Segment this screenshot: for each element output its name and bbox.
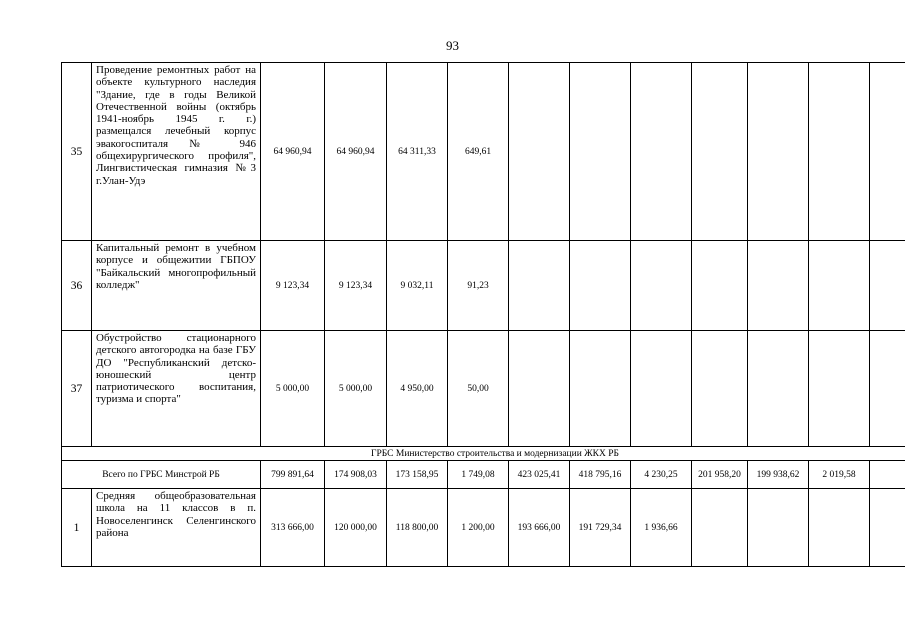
value-cell: 193 666,00 — [509, 489, 570, 567]
value-cell — [809, 241, 870, 331]
value-cell: 64 311,33 — [387, 63, 448, 241]
value-cell — [509, 63, 570, 241]
total-value: 199 938,62 — [748, 461, 809, 489]
total-value: 799 891,64 — [261, 461, 325, 489]
value-cell — [570, 63, 631, 241]
value-cell — [509, 241, 570, 331]
total-value: 174 908,03 — [325, 461, 387, 489]
value-cell — [570, 331, 631, 447]
row-number: 35 — [62, 63, 92, 241]
value-cell — [692, 63, 748, 241]
value-cell — [809, 331, 870, 447]
value-cell: 9 123,34 — [325, 241, 387, 331]
value-cell — [870, 489, 905, 567]
total-row — [62, 461, 905, 489]
object-name: Средняя общеобразовательная школа на 11 классов в п. Новоселенгинск Селенгинского района — [92, 489, 261, 567]
value-cell — [748, 63, 809, 241]
total-value: 1 749,08 — [448, 461, 509, 489]
table-row — [62, 241, 905, 331]
value-cell: 64 960,94 — [325, 63, 387, 241]
value-cell — [631, 241, 692, 331]
value-cell — [870, 63, 905, 241]
value-cell: 5 000,00 — [261, 331, 325, 447]
total-value: 2 019,58 — [809, 461, 870, 489]
value-cell — [870, 241, 905, 331]
value-cell — [748, 331, 809, 447]
value-cell: 4 950,00 — [387, 331, 448, 447]
value-cell: 118 800,00 — [387, 489, 448, 567]
value-cell — [692, 489, 748, 567]
total-value: 201 958,20 — [692, 461, 748, 489]
total-value: 173 158,95 — [387, 461, 448, 489]
page-number: 93 — [446, 38, 459, 53]
value-cell — [748, 241, 809, 331]
value-cell: 649,61 — [448, 63, 509, 241]
table-row — [62, 489, 905, 567]
value-cell — [870, 461, 905, 489]
total-value: 423 025,41 — [509, 461, 570, 489]
row-number: 37 — [62, 331, 92, 447]
object-name: Обустройство стационарного детского автогородка на базе ГБУ ДО "Республиканский детско-юношеский центр патриотического воспитания, туризма и спорта" — [92, 331, 261, 447]
total-value: 4 230,25 — [631, 461, 692, 489]
value-cell — [631, 63, 692, 241]
value-cell: 1 200,00 — [448, 489, 509, 567]
row-number: 1 — [62, 489, 92, 567]
value-cell: 120 000,00 — [325, 489, 387, 567]
row-number: 36 — [62, 241, 92, 331]
value-cell: 313 666,00 — [261, 489, 325, 567]
value-cell — [748, 489, 809, 567]
value-cell — [809, 489, 870, 567]
value-cell: 50,00 — [448, 331, 509, 447]
value-cell — [870, 331, 905, 447]
value-cell: 5 000,00 — [325, 331, 387, 447]
table-row — [62, 63, 905, 241]
section-title: ГРБС Министерство строительства и модернизации ЖКХ РБ — [62, 447, 905, 461]
object-name: Капитальный ремонт в учебном корпусе и общежитии ГБПОУ "Байкальский многопрофильный колледж" — [92, 241, 261, 331]
value-cell — [509, 331, 570, 447]
value-cell: 191 729,34 — [570, 489, 631, 567]
value-cell: 91,23 — [448, 241, 509, 331]
total-label: Всего по ГРБС Минстрой РБ — [62, 461, 261, 489]
budget-table — [61, 62, 905, 567]
value-cell — [809, 63, 870, 241]
section-header-row — [62, 447, 905, 461]
value-cell: 9 123,34 — [261, 241, 325, 331]
total-value: 418 795,16 — [570, 461, 631, 489]
value-cell: 1 936,66 — [631, 489, 692, 567]
value-cell — [570, 241, 631, 331]
value-cell: 64 960,94 — [261, 63, 325, 241]
object-name: Проведение ремонтных работ на объекте культурного наследия "Здание, где в годы Великой Отечественной войны (октябрь 1941-ноябрь 1945 г. г.) размещался лечебный корпус эвакогоспиталя № 946 общехирургического профиля", Лингвистическая гимназия №3 г.Улан-Удэ — [92, 63, 261, 241]
value-cell — [631, 331, 692, 447]
value-cell: 9 032,11 — [387, 241, 448, 331]
value-cell — [692, 241, 748, 331]
value-cell — [692, 331, 748, 447]
table-row — [62, 331, 905, 447]
